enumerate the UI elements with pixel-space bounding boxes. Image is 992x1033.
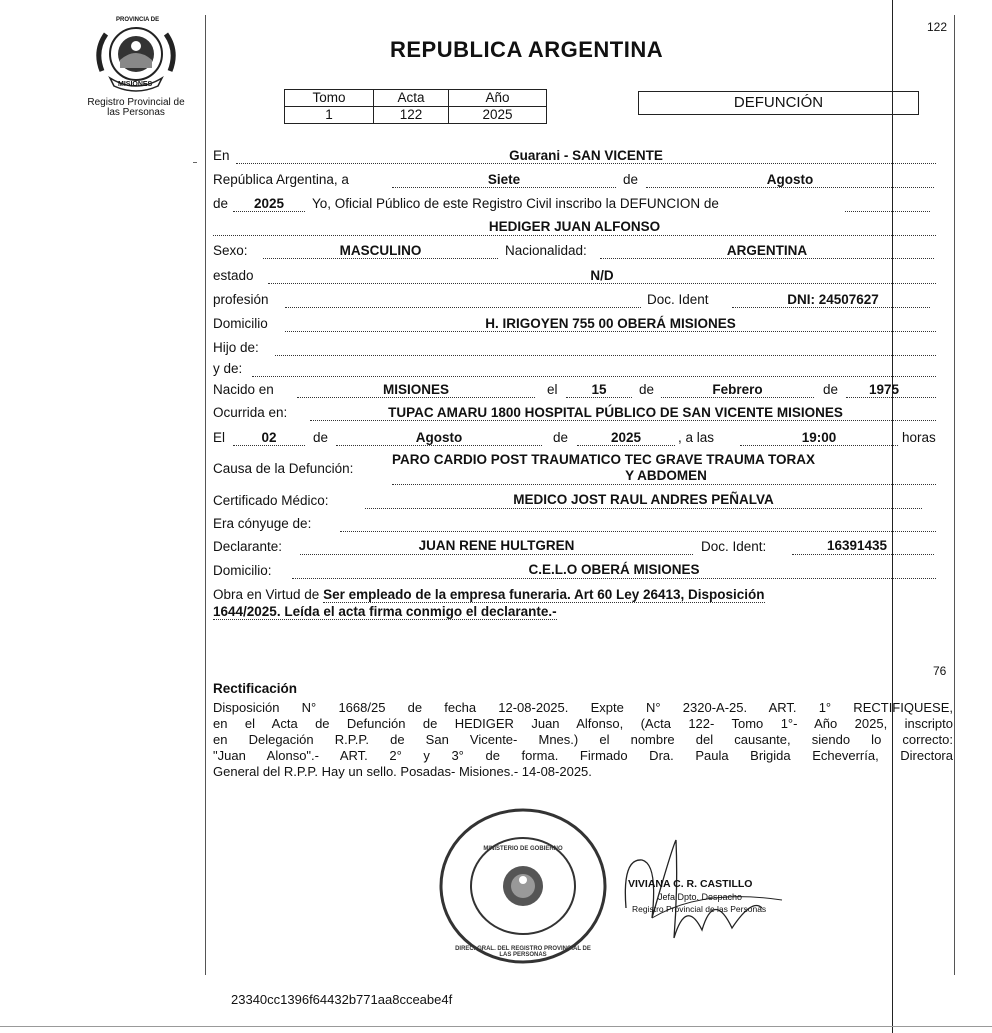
rectificacion-text bbox=[213, 700, 953, 780]
nacido-en-value: MISIONES bbox=[382, 382, 449, 397]
anio-underline bbox=[233, 211, 305, 212]
official-round-stamp bbox=[437, 806, 609, 966]
rectificacion-line: General del R.P.P. Hay un sello. Posadas- Misiones.- 14-08-2025. bbox=[213, 764, 592, 779]
nacido-en-underline bbox=[297, 397, 535, 398]
def-de-label-2: de bbox=[553, 430, 569, 445]
def-anio-underline bbox=[577, 445, 675, 446]
doc-ident-underline bbox=[732, 307, 930, 308]
rectificacion-line: "Juan Alonso".- ART. 2° y 3° de forma. Firmado Dra. Paula Brigida Echeverría, Directora bbox=[213, 748, 953, 763]
obra-en-virtud bbox=[213, 586, 953, 620]
def-dia-value: 02 bbox=[261, 430, 277, 445]
nac-mes-underline bbox=[661, 397, 814, 398]
estado-value: N/D bbox=[590, 268, 614, 283]
horas-label: horas bbox=[902, 430, 936, 445]
def-anio-value: 2025 bbox=[610, 430, 642, 445]
doc-ident-label: Doc. Ident bbox=[647, 292, 709, 307]
en-label: En bbox=[213, 148, 230, 163]
a-las-label: , a las bbox=[678, 430, 715, 445]
signer-institution: Registro Provincial de las Personas bbox=[632, 904, 767, 914]
nac-mes-value: Febrero bbox=[712, 382, 763, 397]
def-dia-underline bbox=[233, 445, 305, 446]
obra-line1: Ser empleado de la empresa funeraria. Art 60 Ley 26413, Disposición bbox=[323, 587, 765, 602]
def-de-label-1: de bbox=[313, 430, 329, 445]
page-number: 122 bbox=[927, 20, 948, 34]
sexo-underline bbox=[263, 258, 498, 259]
registry-name-line1: Registro Provincial de bbox=[87, 97, 185, 108]
nacionalidad-label: Nacionalidad: bbox=[505, 243, 587, 258]
hijo-de-underline bbox=[275, 355, 936, 356]
right-margin-line bbox=[954, 15, 955, 975]
left-margin-line bbox=[205, 15, 206, 975]
obra-prefix: Obra en Virtud de bbox=[213, 587, 320, 602]
declarante-doc-underline bbox=[792, 554, 934, 555]
declarante-label: Declarante: bbox=[213, 539, 283, 554]
y-de-label: y de: bbox=[213, 361, 243, 376]
tomo-acta-anio-table bbox=[284, 89, 547, 124]
seal-text-bottom: MISIONES bbox=[118, 81, 153, 88]
dia-underline bbox=[392, 187, 616, 188]
anio-value: 2025 bbox=[449, 107, 547, 124]
def-mes-value: Agosto bbox=[415, 430, 463, 445]
conyuge-underline bbox=[340, 531, 936, 532]
lugar-value: Guarani - SAN VICENTE bbox=[509, 148, 663, 163]
document-hash: 23340cc1396f64432b771aa8cceabe4f bbox=[231, 992, 453, 1007]
seal-text-top: PROVINCIA DE bbox=[116, 17, 160, 23]
obra-line2: 1644/2025. Leída el acta firma conmigo el declarante.- bbox=[213, 604, 557, 619]
causa-underline bbox=[392, 484, 936, 485]
estado-label: estado bbox=[213, 268, 254, 283]
tomo-header: Tomo bbox=[285, 90, 374, 107]
nacionalidad-underline bbox=[600, 258, 934, 259]
estado-underline bbox=[268, 283, 936, 284]
nombre-underline bbox=[213, 235, 936, 236]
stamp-ring-text: DIREC. GRAL. DEL REGISTRO PROVINCIAL DE LAS PERSONAS bbox=[455, 946, 591, 958]
document-type-box: DEFUNCIÓN bbox=[638, 91, 919, 115]
de-label-1: de bbox=[623, 172, 639, 187]
nac-de-label-1: de bbox=[639, 382, 655, 397]
domicilio-underline bbox=[285, 331, 936, 332]
rectificacion-line: Disposición N° 1668/25 de fecha 12-08-2025. Expte N° 2320-A-25. ART. 1° RECTIFIQUESE, bbox=[213, 700, 953, 715]
nac-dia-value: 15 bbox=[591, 382, 607, 397]
signer-position: Jefa Dpto. Despacho bbox=[658, 892, 743, 902]
nac-anio-value: 1975 bbox=[868, 382, 900, 397]
declarante-domicilio-underline bbox=[292, 578, 936, 579]
signer-name: VIVIANA C. R. CASTILLO bbox=[628, 878, 753, 890]
registry-name-line2: las Personas bbox=[107, 107, 165, 118]
mes-underline bbox=[646, 187, 934, 188]
page-title: REPUBLICA ARGENTINA bbox=[390, 37, 664, 62]
rectificacion-title: Rectificación bbox=[213, 681, 298, 696]
republica-label: República Argentina, a bbox=[213, 172, 349, 187]
acta-header: Acta bbox=[374, 90, 449, 107]
certificado-underline bbox=[365, 508, 922, 509]
rectificacion-line: en Delegación R.P.P. de San Vicente- Mnes.) el nombre del causante, siendo lo correcto: bbox=[213, 732, 953, 747]
nombre-value: HEDIGER JUAN ALFONSO bbox=[488, 219, 661, 234]
rectificacion-line: en el Acta de Defunción de HEDIGER Juan Alfonso, (Acta 122- Tomo 1°- Año 2025, inscripto bbox=[213, 716, 953, 731]
oficial-statement: Yo, Oficial Público de este Registro Civil inscribo la DEFUNCION de bbox=[312, 196, 719, 211]
def-hora-underline bbox=[740, 445, 898, 446]
nac-de-label-2: de bbox=[823, 382, 839, 397]
declarante-value: JUAN RENE HULTGREN bbox=[418, 538, 575, 553]
nacido-en-label: Nacido en bbox=[213, 382, 274, 397]
declarante-doc-label: Doc. Ident: bbox=[701, 539, 767, 554]
profesion-underline bbox=[285, 307, 641, 308]
causa-line2: Y ABDOMEN bbox=[625, 468, 707, 483]
side-number: 76 bbox=[933, 664, 947, 678]
def-mes-underline bbox=[336, 445, 542, 446]
de-label-2: de bbox=[213, 196, 229, 211]
def-el-label: El bbox=[213, 430, 226, 445]
nacionalidad-value: ARGENTINA bbox=[726, 243, 808, 258]
bottom-edge-line bbox=[0, 1026, 992, 1027]
declarante-doc-value: 16391435 bbox=[826, 538, 888, 553]
ocurrida-en-label: Ocurrida en: bbox=[213, 405, 288, 420]
sexo-label: Sexo: bbox=[213, 243, 248, 258]
ocurrida-en-underline bbox=[310, 420, 936, 421]
stamp-inner-text: MINISTERIO DE GOBIERNO bbox=[483, 846, 563, 852]
causa-label: Causa de la Defunción: bbox=[213, 461, 354, 476]
nac-anio-underline bbox=[846, 397, 936, 398]
hijo-de-label: Hijo de: bbox=[213, 340, 259, 355]
conyuge-label: Era cónyuge de: bbox=[213, 516, 312, 531]
declarante-domicilio-label: Domicilio: bbox=[213, 563, 272, 578]
doc-ident-value: DNI: 24507627 bbox=[787, 292, 879, 307]
def-hora-value: 19:00 bbox=[801, 430, 837, 445]
declarante-underline bbox=[300, 554, 693, 555]
certificado-label: Certificado Médico: bbox=[213, 493, 329, 508]
domicilio-label: Domicilio bbox=[213, 316, 268, 331]
y-de-underline bbox=[252, 376, 936, 377]
anio-header: Año bbox=[449, 90, 547, 107]
mes-value: Agosto bbox=[766, 172, 814, 187]
profesion-label: profesión bbox=[213, 292, 269, 307]
oficial-underline bbox=[845, 211, 930, 212]
anio-value: 2025 bbox=[253, 196, 285, 211]
margin-tick bbox=[193, 162, 197, 163]
domicilio-value: H. IRIGOYEN 755 00 OBERÁ MISIONES bbox=[485, 316, 736, 331]
lugar-underline bbox=[236, 163, 936, 164]
declarante-domicilio-value: C.E.L.O OBERÁ MISIONES bbox=[528, 562, 700, 577]
certificado-value: MEDICO JOST RAUL ANDRES PEÑALVA bbox=[513, 492, 774, 507]
causa-line1: PARO CARDIO POST TRAUMATICO TEC GRAVE TRAUMA TORAX bbox=[392, 452, 815, 467]
dia-value: Siete bbox=[487, 172, 521, 187]
nac-dia-underline bbox=[566, 397, 632, 398]
ocurrida-en-value: TUPAC AMARU 1800 HOSPITAL PÚBLICO DE SAN VICENTE MISIONES bbox=[388, 405, 843, 420]
province-seal bbox=[92, 16, 180, 94]
nac-el-label: el bbox=[547, 382, 558, 397]
acta-value: 122 bbox=[374, 107, 449, 124]
tomo-value: 1 bbox=[285, 107, 374, 124]
sexo-value: MASCULINO bbox=[339, 243, 422, 258]
